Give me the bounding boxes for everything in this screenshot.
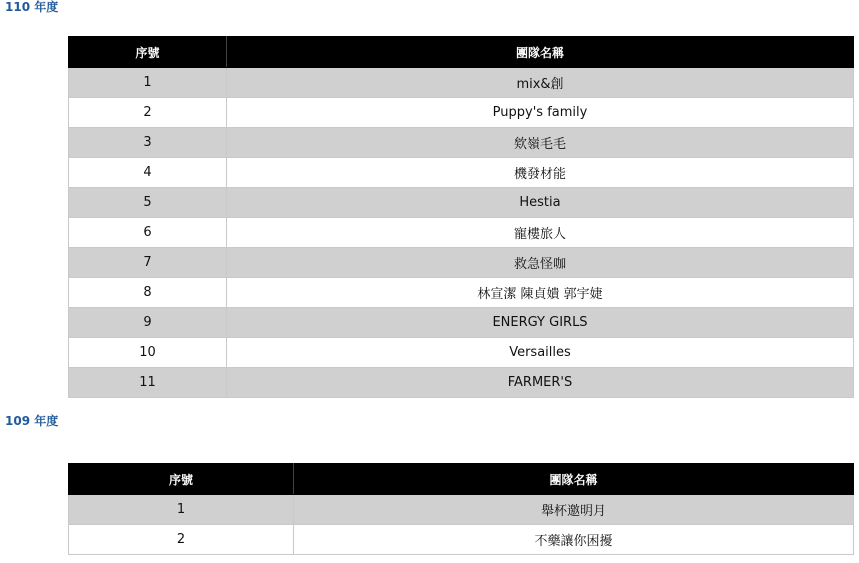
cell-index: 1 — [69, 68, 227, 98]
table-row — [69, 368, 854, 398]
cell-team: mix&創 — [227, 68, 854, 98]
table-row — [69, 128, 854, 158]
cell-index: 2 — [69, 98, 227, 128]
cell-team: Versailles — [227, 338, 854, 368]
table-header-row — [69, 37, 854, 68]
cell-team: 寵樓旅人 — [227, 218, 854, 248]
cell-team: FARMER'S — [227, 368, 854, 398]
cell-index: 6 — [69, 218, 227, 248]
cell-team: 林宣潔 陳貞嬇 郭宇婕 — [227, 278, 854, 308]
cell-index: 4 — [69, 158, 227, 188]
year-heading-109: 109 年度 — [5, 414, 59, 428]
column-header-team: 團隊名稱 — [227, 37, 854, 68]
year-heading-110: 110 年度 — [5, 0, 59, 14]
team-table-109 — [68, 463, 854, 555]
cell-index: 5 — [69, 188, 227, 218]
cell-team: 不藥讓你困擾 — [294, 525, 854, 555]
cell-team: Puppy's family — [227, 98, 854, 128]
cell-team: 機發材能 — [227, 158, 854, 188]
table-row — [69, 98, 854, 128]
cell-index: 2 — [69, 525, 294, 555]
cell-team: 欸嶺毛毛 — [227, 128, 854, 158]
column-header-index: 序號 — [69, 37, 227, 68]
table-row — [69, 68, 854, 98]
cell-index: 11 — [69, 368, 227, 398]
cell-index: 9 — [69, 308, 227, 338]
table-row — [69, 188, 854, 218]
cell-team: 舉杯邀明月 — [294, 495, 854, 525]
table-row — [69, 495, 854, 525]
table-row — [69, 248, 854, 278]
table-row — [69, 158, 854, 188]
cell-team: Hestia — [227, 188, 854, 218]
cell-team: ENERGY GIRLS — [227, 308, 854, 338]
cell-index: 8 — [69, 278, 227, 308]
cell-index: 7 — [69, 248, 227, 278]
cell-index: 1 — [69, 495, 294, 525]
table-row — [69, 308, 854, 338]
cell-index: 10 — [69, 338, 227, 368]
column-header-index: 序號 — [69, 464, 294, 495]
team-table-110 — [68, 36, 854, 398]
column-header-team: 團隊名稱 — [294, 464, 854, 495]
table-row — [69, 278, 854, 308]
table-row — [69, 218, 854, 248]
table-row — [69, 525, 854, 555]
table-header-row — [69, 464, 854, 495]
cell-team: 救急怪咖 — [227, 248, 854, 278]
table-row — [69, 338, 854, 368]
cell-index: 3 — [69, 128, 227, 158]
